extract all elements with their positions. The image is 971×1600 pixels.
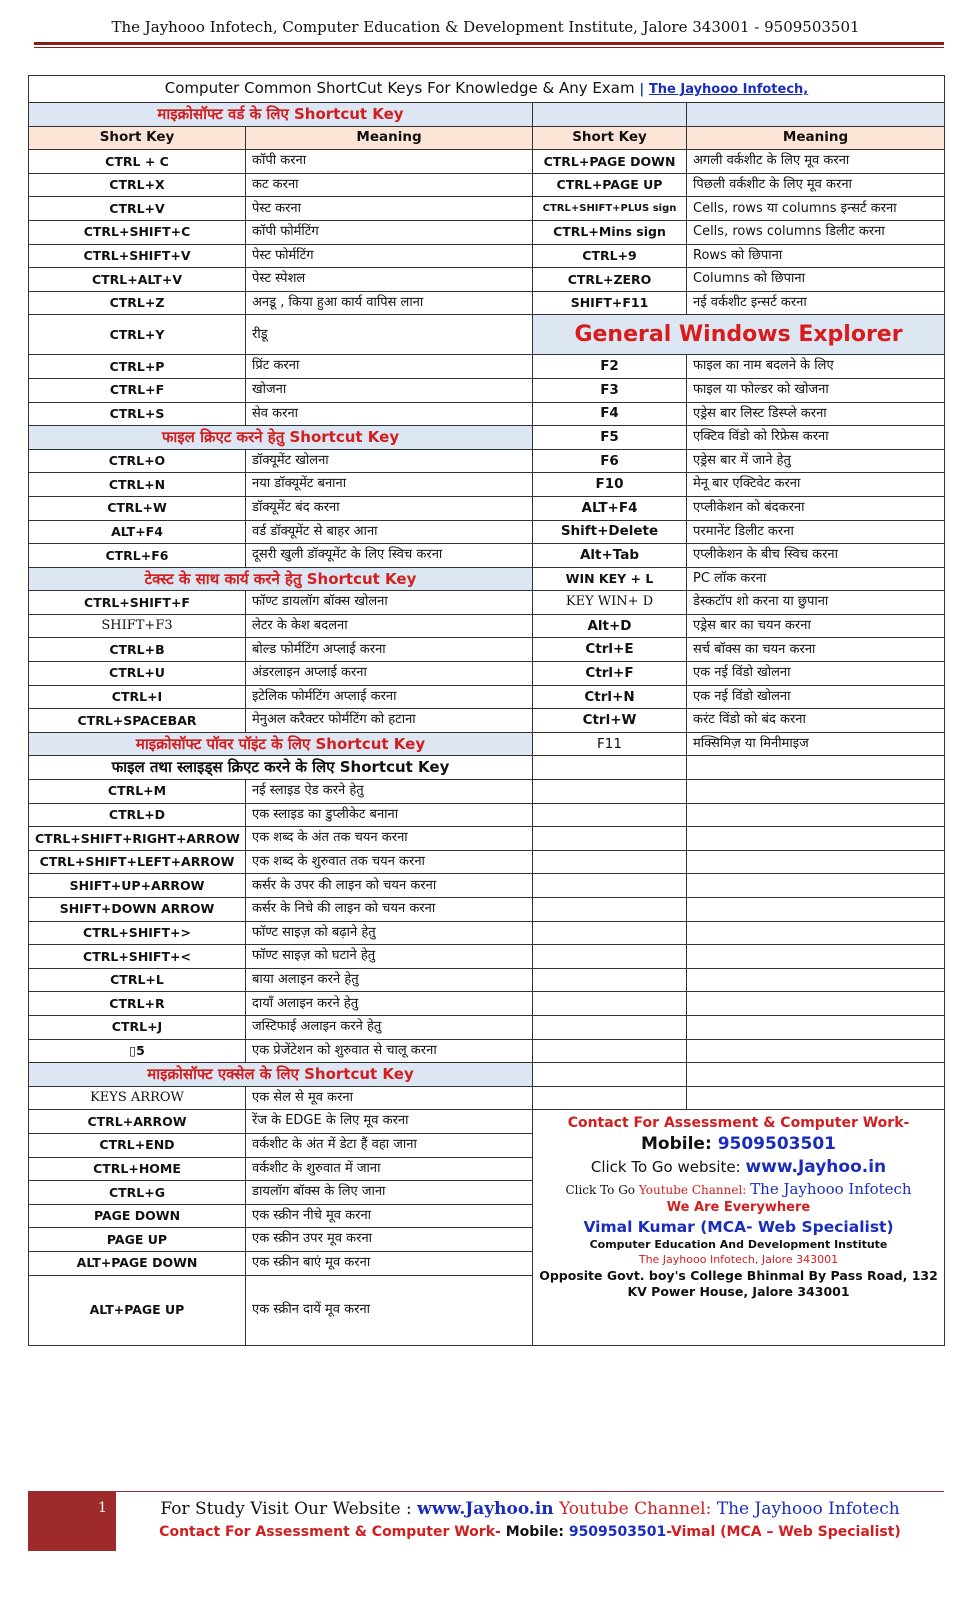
shortcut-table: [28, 75, 945, 1346]
shortcut-meaning: एक नई विंडो खोलना: [687, 662, 945, 686]
table-row: [29, 1063, 945, 1087]
shortcut-key: CTRL+Y: [29, 315, 246, 355]
empty-cell: [533, 921, 687, 945]
table-row: [29, 1110, 945, 1134]
shortcut-key: Ctrl+F: [533, 662, 687, 686]
footer-rule: [116, 1491, 944, 1492]
empty-cell: [687, 1015, 945, 1039]
shortcut-meaning: खोजना: [246, 378, 533, 402]
shortcut-key: CTRL+SHIFT+>: [29, 921, 246, 945]
table-row: [29, 945, 945, 969]
table-row: [29, 614, 945, 638]
table-row: [29, 803, 945, 827]
website-label: Click To Go website:: [590, 1158, 741, 1177]
title-link[interactable]: The Jayhooo Infotech,: [648, 82, 809, 98]
shortcut-meaning: एप्लीकेशन को बंदकरना: [687, 496, 945, 520]
shortcut-meaning: एक स्क्रीन दायें मूव करना: [246, 1275, 533, 1345]
shortcut-key: CTRL+ARROW: [29, 1110, 246, 1134]
empty-cell: [533, 968, 687, 992]
shortcut-key: Ctrl+N: [533, 685, 687, 709]
table-row: [29, 426, 945, 450]
table-row: [29, 268, 945, 292]
page-header: The Jayhooo Infotech, Computer Education & Development Institute, Jalore 343001 - 9509503501: [111, 18, 860, 36]
shortcut-meaning: एड्रेस बार का चयन करना: [687, 614, 945, 638]
section-file-create: फाइल क्रिएट करने हेतु Shortcut Key: [29, 426, 533, 450]
shortcut-meaning: एड्रेस बार लिस्ट डिस्प्ले करना: [687, 402, 945, 426]
empty-cell: [533, 756, 687, 780]
contact-youtube: [539, 1179, 938, 1199]
empty-cell: [687, 921, 945, 945]
shortcut-key: Shift+Delete: [533, 520, 687, 544]
shortcut-meaning: एड्रेस बार में जाने हेतु: [687, 449, 945, 473]
shortcut-key: CTRL+END: [29, 1133, 246, 1157]
table-row: [29, 968, 945, 992]
shortcut-key: CTRL+PAGE DOWN: [533, 150, 687, 174]
shortcut-meaning: वर्कशीट के अंत में डेटा हैं वहा जाना: [246, 1133, 533, 1157]
shortcut-key: F11: [533, 732, 687, 756]
shortcut-key: CTRL+R: [29, 992, 246, 1016]
table-row: [29, 591, 945, 615]
page-number: 1: [98, 1500, 107, 1516]
shortcut-meaning: पेस्ट करना: [246, 197, 533, 221]
shortcut-key: CTRL+L: [29, 968, 246, 992]
shortcut-key: CTRL+D: [29, 803, 246, 827]
shortcut-meaning: फाइल का नाम बदलने के लिए: [687, 355, 945, 379]
empty-cell: [533, 1015, 687, 1039]
shortcut-key: ALT+F4: [29, 520, 246, 544]
shortcut-key: Ctrl+E: [533, 638, 687, 662]
shortcut-meaning: नई स्लाइड ऐड करने हेतु: [246, 780, 533, 804]
shortcut-meaning: मक्सिमिज़ या मिनीमाइज: [687, 732, 945, 756]
website-link[interactable]: www.Jayhoo.in: [745, 1157, 887, 1178]
table-title: [29, 76, 945, 103]
shortcut-meaning: पिछली वर्कशीट के लिए मूव करना: [687, 173, 945, 197]
mobile-label: Mobile:: [641, 1134, 712, 1155]
shortcut-meaning: मेनू बार एक्टिवेट करना: [687, 473, 945, 497]
footer-person: -Vimal (MCA – Web Specialist): [666, 1524, 901, 1540]
table-row: [29, 567, 945, 591]
shortcut-meaning: बोल्ड फोर्मटिंग अप्लाई करना: [246, 638, 533, 662]
shortcut-key: CTRL+S: [29, 402, 246, 426]
shortcut-key: CTRL+P: [29, 355, 246, 379]
youtube-prefix: Click To Go: [565, 1183, 636, 1198]
shortcut-key: F10: [533, 473, 687, 497]
empty-cell: [687, 1039, 945, 1063]
table-row: [29, 1015, 945, 1039]
shortcut-key: CTRL+SHIFT+F: [29, 591, 246, 615]
shortcut-meaning: नया डॉक्यूमेंट बनाना: [246, 473, 533, 497]
shortcut-meaning: बाया अलाइन करने हेतु: [246, 968, 533, 992]
empty-cell: [533, 803, 687, 827]
table-row: [29, 1086, 945, 1110]
empty-cell: [687, 898, 945, 922]
empty-cell: [687, 827, 945, 851]
shortcut-meaning: कर्सर के उपर की लाइन को चयन करना: [246, 874, 533, 898]
table-row: [29, 473, 945, 497]
section-powerpoint: माइक्रोसॉफ्ट पॉवर पॉइंट के लिए Shortcut Key: [29, 732, 533, 756]
shortcut-meaning: एक्टिव विंडो को रिफ्रेस करना: [687, 426, 945, 450]
table-row: [29, 921, 945, 945]
section-text-work: टेक्स्ट के साथ कार्य करने हेतु Shortcut Key: [29, 567, 533, 591]
contact-institute: Computer Education And Development Institute: [589, 1237, 888, 1251]
section-blank: [687, 103, 945, 127]
shortcut-key: PAGE UP: [29, 1228, 246, 1252]
shortcut-meaning: Cells, rows columns डिलीट करना: [687, 220, 945, 244]
shortcut-meaning: एक नई विंडो खोलना: [687, 685, 945, 709]
header-rule-thin: [34, 47, 944, 48]
shortcut-key: CTRL + C: [29, 150, 246, 174]
shortcut-meaning: अनडू , किया हुआ कार्य वापिस लाना: [246, 291, 533, 315]
shortcut-key: CTRL+N: [29, 473, 246, 497]
shortcut-meaning: जस्टिफाई अलाइन करने हेतु: [246, 1015, 533, 1039]
empty-cell: [533, 827, 687, 851]
shortcut-meaning: रीडू: [246, 315, 533, 355]
empty-cell: [533, 780, 687, 804]
section-excel: माइक्रोसॉफ्ट एक्सेल के लिए Shortcut Key: [29, 1063, 533, 1087]
table-row: [29, 291, 945, 315]
shortcut-meaning: फॉण्ट साइज़ को बढ़ाने हेतु: [246, 921, 533, 945]
empty-cell: [687, 780, 945, 804]
empty-cell: [533, 874, 687, 898]
table-row: [29, 780, 945, 804]
shortcut-key: CTRL+SHIFT+RIGHT+ARROW: [29, 827, 246, 851]
shortcut-meaning: कट करना: [246, 173, 533, 197]
footer-website-link[interactable]: www.Jayhoo.in: [417, 1499, 554, 1519]
shortcut-meaning: कर्सर के निचे की लाइन को चयन करना: [246, 898, 533, 922]
empty-cell: [687, 803, 945, 827]
footer-line-1: [116, 1499, 944, 1519]
shortcut-key: F5: [533, 426, 687, 450]
shortcut-key: ALT+PAGE UP: [29, 1275, 246, 1345]
empty-cell: [687, 850, 945, 874]
footer-contact-text: Contact For Assessment & Computer Work-: [159, 1524, 501, 1540]
shortcut-key: SHIFT+DOWN ARROW: [29, 898, 246, 922]
empty-cell: [687, 1063, 945, 1087]
shortcut-meaning: Columns को छिपाना: [687, 268, 945, 292]
shortcut-meaning: प्रिंट करना: [246, 355, 533, 379]
table-row: [29, 496, 945, 520]
shortcut-meaning: डॉक्यूमेंट बंद करना: [246, 496, 533, 520]
column-header-key: Short Key: [533, 126, 687, 150]
table-row: [29, 355, 945, 379]
shortcut-key: CTRL+O: [29, 449, 246, 473]
empty-cell: [687, 874, 945, 898]
contact-website: [539, 1156, 938, 1179]
shortcut-meaning: एक शब्द के अंत तक चयन करना: [246, 827, 533, 851]
table-row: [29, 685, 945, 709]
shortcut-key: KEY WIN+ D: [533, 591, 687, 615]
shortcut-meaning: सेव करना: [246, 402, 533, 426]
footer-line-2: [116, 1524, 944, 1540]
shortcut-key: CTRL+ZERO: [533, 268, 687, 292]
shortcut-key: SHIFT+UP+ARROW: [29, 874, 246, 898]
empty-cell: [687, 945, 945, 969]
shortcut-key: CTRL+SHIFT+PLUS sign: [533, 197, 687, 221]
shortcut-meaning: एप्लीकेशन के बीच स्विच करना: [687, 544, 945, 568]
table-row: [29, 992, 945, 1016]
empty-cell: [533, 1063, 687, 1087]
shortcut-meaning: फॉण्ट डायलॉग बॉक्स खोलना: [246, 591, 533, 615]
empty-cell: [687, 1086, 945, 1110]
shortcut-key: ALT+PAGE DOWN: [29, 1251, 246, 1275]
shortcut-key: CTRL+M: [29, 780, 246, 804]
shortcut-key: CTRL+SHIFT+LEFT+ARROW: [29, 850, 246, 874]
table-row: [29, 378, 945, 402]
shortcut-key: CTRL+HOME: [29, 1157, 246, 1181]
shortcut-key: F6: [533, 449, 687, 473]
contact-address-1: Opposite Govt. boy's College Bhinmal By Pass Road, 132: [539, 1267, 938, 1283]
title-main: Computer Common ShortCut Keys For Knowledge & Any Exam: [164, 79, 635, 98]
table-row: [29, 173, 945, 197]
shortcut-key: ▯5: [29, 1039, 246, 1063]
shortcut-meaning: फाइल या फोल्डर को खोजना: [687, 378, 945, 402]
shortcut-key: F4: [533, 402, 687, 426]
shortcut-key: CTRL+F6: [29, 544, 246, 568]
shortcut-meaning: कॉपी करना: [246, 150, 533, 174]
shortcut-meaning: लेटर के केश बदलना: [246, 614, 533, 638]
shortcut-key: Ctrl+W: [533, 709, 687, 733]
empty-cell: [687, 968, 945, 992]
youtube-label: Youtube Channel:: [638, 1183, 747, 1198]
table-row: [29, 827, 945, 851]
shortcut-key: PAGE DOWN: [29, 1204, 246, 1228]
empty-cell: [687, 992, 945, 1016]
shortcut-key: CTRL+Z: [29, 291, 246, 315]
shortcut-meaning: नई वर्कशीट इन्सर्ट करना: [687, 291, 945, 315]
footer-youtube-label: Youtube Channel:: [559, 1499, 712, 1519]
table-row: [29, 638, 945, 662]
shortcut-key: CTRL+U: [29, 662, 246, 686]
shortcut-key: F3: [533, 378, 687, 402]
contact-panel: [533, 1110, 945, 1345]
contact-heading: Contact For Assessment & Computer Work-: [567, 1115, 910, 1132]
shortcut-meaning: अंडरलाइन अप्लाई करना: [246, 662, 533, 686]
section-blank: [533, 103, 687, 127]
shortcut-meaning: अगली वर्कशीट के लिए मूव करना: [687, 150, 945, 174]
shortcut-meaning: फॉण्ट साइज़ को घटाने हेतु: [246, 945, 533, 969]
table-row: [29, 244, 945, 268]
table-row: [29, 850, 945, 874]
shortcut-meaning: Cells, rows या columns इन्सर्ट करना: [687, 197, 945, 221]
shortcut-meaning: एक शब्द के शुरुवात तक चयन करना: [246, 850, 533, 874]
table-row: [29, 662, 945, 686]
section-windows: General Windows Explorer: [533, 315, 945, 355]
shortcut-key: CTRL+9: [533, 244, 687, 268]
table-row: [29, 732, 945, 756]
shortcut-meaning: एक स्क्रीन उपर मूव करना: [246, 1228, 533, 1252]
shortcut-key: CTRL+F: [29, 378, 246, 402]
contact-tagline: We Are Everywhere: [666, 1200, 811, 1216]
shortcut-meaning: डॉक्यूमेंट खोलना: [246, 449, 533, 473]
section-slides: फाइल तथा स्लाइड्स क्रिएट करने के लिए Shortcut Key: [29, 756, 533, 780]
table-row: [29, 197, 945, 221]
shortcut-key: SHIFT+F3: [29, 614, 246, 638]
column-header-meaning: Meaning: [246, 126, 533, 150]
shortcut-key: CTRL+J: [29, 1015, 246, 1039]
shortcut-key: WIN KEY + L: [533, 567, 687, 591]
shortcut-meaning: करंट विंडो को बंद करना: [687, 709, 945, 733]
shortcut-meaning: एक सेल से मूव करना: [246, 1086, 533, 1110]
shortcut-key: CTRL+ALT+V: [29, 268, 246, 292]
contact-org: The Jayhooo Infotech, Jalore 343001: [638, 1252, 839, 1266]
shortcut-meaning: परमानेंट डिलीट करना: [687, 520, 945, 544]
empty-cell: [533, 1086, 687, 1110]
shortcut-meaning: डायलॉग बॉक्स के लिए जाना: [246, 1181, 533, 1205]
mobile-number[interactable]: 9509503501: [717, 1134, 836, 1155]
shortcut-meaning: एक स्क्रीन बाएं मूव करना: [246, 1251, 533, 1275]
shortcut-key: Alt+Tab: [533, 544, 687, 568]
shortcut-key: CTRL+PAGE UP: [533, 173, 687, 197]
shortcut-key: CTRL+G: [29, 1181, 246, 1205]
shortcut-key: Alt+D: [533, 614, 687, 638]
shortcut-meaning: दायाँ अलाइन करने हेतु: [246, 992, 533, 1016]
footer-youtube-channel-link[interactable]: The Jayhooo Infotech: [716, 1499, 900, 1519]
contact-mobile: [539, 1133, 938, 1156]
shortcut-meaning: रेंज के EDGE के लिए मूव करना: [246, 1110, 533, 1134]
table-row: [29, 150, 945, 174]
empty-cell: [533, 1039, 687, 1063]
shortcut-key: CTRL+Mins sign: [533, 220, 687, 244]
shortcut-meaning: पेस्ट फोर्मटिंग: [246, 244, 533, 268]
shortcut-meaning: पेस्ट स्पेशल: [246, 268, 533, 292]
footer-mobile-number[interactable]: 9509503501: [568, 1524, 667, 1540]
table-row: [29, 709, 945, 733]
shortcut-key: CTRL+SHIFT+C: [29, 220, 246, 244]
table-row: [29, 874, 945, 898]
section-word: माइक्रोसॉफ्ट वर्ड के लिए Shortcut Key: [29, 103, 533, 127]
shortcut-key: F2: [533, 355, 687, 379]
header-rule: [34, 42, 944, 45]
table-row: [29, 220, 945, 244]
shortcut-key: CTRL+X: [29, 173, 246, 197]
shortcut-meaning: एक स्क्रीन नीचे मूव करना: [246, 1204, 533, 1228]
table-row: [29, 402, 945, 426]
shortcut-key: ALT+F4: [533, 496, 687, 520]
shortcut-key: CTRL+I: [29, 685, 246, 709]
table-row: [29, 544, 945, 568]
shortcut-meaning: वर्ड डॉक्यूमेंट से बाहर आना: [246, 520, 533, 544]
empty-cell: [533, 992, 687, 1016]
footer-mobile-label: Mobile:: [505, 1524, 564, 1540]
shortcut-meaning: वर्कशीट के शुरुवात में जाना: [246, 1157, 533, 1181]
contact-name: Vimal Kumar (MCA- Web Specialist): [583, 1217, 894, 1236]
shortcut-key: CTRL+W: [29, 496, 246, 520]
shortcut-key: CTRL+V: [29, 197, 246, 221]
shortcut-key: CTRL+B: [29, 638, 246, 662]
youtube-channel-link[interactable]: The Jayhooo Infotech: [750, 1180, 912, 1199]
table-row: [29, 756, 945, 780]
shortcut-meaning: दूसरी खुली डॉक्यूमेंट के लिए स्विच करना: [246, 544, 533, 568]
shortcut-key: SHIFT+F11: [533, 291, 687, 315]
shortcut-meaning: कॉपी फोर्मटिंग: [246, 220, 533, 244]
shortcut-key: CTRL+SPACEBAR: [29, 709, 246, 733]
shortcut-meaning: मेनुअल करैक्टर फोर्मटिंग को हटाना: [246, 709, 533, 733]
title-separator: |: [639, 82, 645, 98]
shortcut-key: KEYS ARROW: [29, 1086, 246, 1110]
shortcut-meaning: इटेलिक फोर्मटिंग अप्लाई करना: [246, 685, 533, 709]
empty-cell: [533, 898, 687, 922]
shortcut-meaning: Rows को छिपाना: [687, 244, 945, 268]
shortcut-meaning: एक स्लाइड का डुप्लीकेट बनाना: [246, 803, 533, 827]
shortcut-meaning: PC लॉक करना: [687, 567, 945, 591]
empty-cell: [533, 850, 687, 874]
contact-address-2: KV Power House, Jalore 343001: [627, 1284, 850, 1300]
table-row: [29, 520, 945, 544]
shortcut-meaning: सर्च बॉक्स का चयन करना: [687, 638, 945, 662]
table-row: [29, 898, 945, 922]
footer-study-text: For Study Visit Our Website :: [160, 1499, 412, 1519]
column-header-meaning: Meaning: [687, 126, 945, 150]
empty-cell: [533, 945, 687, 969]
shortcut-key: CTRL+SHIFT+<: [29, 945, 246, 969]
column-header-key: Short Key: [29, 126, 246, 150]
empty-cell: [687, 756, 945, 780]
shortcut-meaning: एक प्रेजेंटेशन को शुरुवात से चालू करना: [246, 1039, 533, 1063]
table-row: [29, 315, 945, 355]
table-row: [29, 449, 945, 473]
shortcut-meaning: डेस्कटॉप शो करना या छुपाना: [687, 591, 945, 615]
table-row: [29, 1039, 945, 1063]
shortcut-key: CTRL+SHIFT+V: [29, 244, 246, 268]
